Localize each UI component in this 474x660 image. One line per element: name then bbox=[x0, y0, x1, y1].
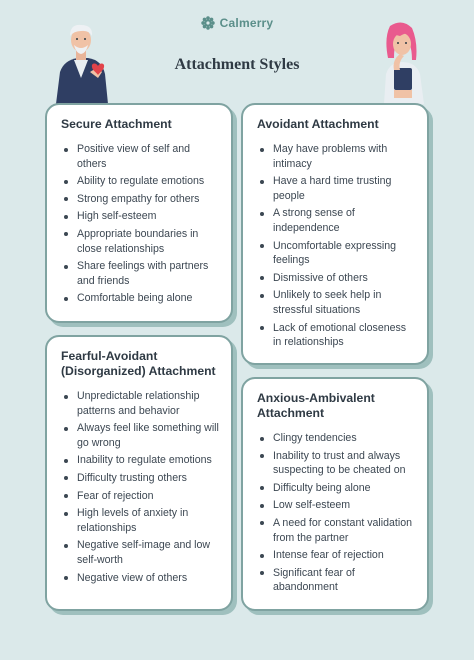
list-item: Inability to trust and always suspecting to be cheated on bbox=[257, 449, 417, 478]
list-item: Intense fear of rejection bbox=[257, 548, 417, 563]
list-item: Uncomfortable expressing feelings bbox=[257, 239, 417, 268]
list-item: A need for constant validation from the partner bbox=[257, 516, 417, 545]
list-item: A strong sense of independence bbox=[257, 206, 417, 235]
list-item: Difficulty trusting others bbox=[61, 471, 221, 486]
list-item: Share feelings with partners and friends bbox=[61, 259, 221, 288]
list-item: Fear of rejection bbox=[61, 489, 221, 504]
anxious-ambivalent-attachment-card bbox=[241, 377, 429, 611]
list-item: High levels of anxiety in relationships bbox=[61, 506, 221, 535]
list-item: Strong empathy for others bbox=[61, 192, 221, 207]
list-item: Difficulty being alone bbox=[257, 481, 417, 496]
list-item: Always feel like something will go wrong bbox=[61, 421, 221, 450]
brand-name: Calmerry bbox=[219, 16, 274, 30]
trait-list bbox=[257, 431, 417, 595]
list-item: Clingy tendencies bbox=[257, 431, 417, 446]
list-item: Comfortable being alone bbox=[61, 291, 221, 306]
secure-attachment-card bbox=[45, 103, 233, 323]
trait-list bbox=[61, 389, 221, 585]
avoidant-attachment-card bbox=[241, 103, 429, 365]
list-item: Negative self-image and low self-worth bbox=[61, 538, 221, 567]
list-item: Unpredictable relationship patterns and behavior bbox=[61, 389, 221, 418]
list-item: Low self-esteem bbox=[257, 498, 417, 513]
card-title: Fearful-Avoidant (Disorganized) Attachment bbox=[61, 349, 216, 378]
card-title: Anxious-Ambivalent Attachment bbox=[257, 391, 375, 420]
woman-thinking-illustration bbox=[372, 20, 432, 104]
card-title: Avoidant Attachment bbox=[257, 117, 379, 131]
list-item: May have problems with intimacy bbox=[257, 142, 417, 171]
trait-list bbox=[257, 142, 417, 350]
list-item: Appropriate boundaries in close relationships bbox=[61, 227, 221, 256]
list-item: High self-esteem bbox=[61, 209, 221, 224]
list-item: Negative view of others bbox=[61, 571, 221, 586]
fearful-avoidant-attachment-card bbox=[45, 335, 233, 611]
list-item: Unlikely to seek help in stressful situations bbox=[257, 288, 417, 317]
list-item: Inability to regulate emotions bbox=[61, 453, 221, 468]
card-title: Secure Attachment bbox=[61, 117, 172, 131]
list-item: Ability to regulate emotions bbox=[61, 174, 221, 189]
elderly-man-illustration bbox=[50, 20, 112, 104]
list-item: Significant fear of abandonment bbox=[257, 566, 417, 595]
list-item: Dismissive of others bbox=[257, 271, 417, 286]
calmerry-logo-icon bbox=[201, 16, 215, 30]
list-item: Have a hard time trusting people bbox=[257, 174, 417, 203]
page-title: Attachment Styles bbox=[174, 56, 300, 73]
trait-list bbox=[61, 142, 221, 306]
list-item: Lack of emotional closeness in relationships bbox=[257, 321, 417, 350]
list-item: Positive view of self and others bbox=[61, 142, 221, 171]
